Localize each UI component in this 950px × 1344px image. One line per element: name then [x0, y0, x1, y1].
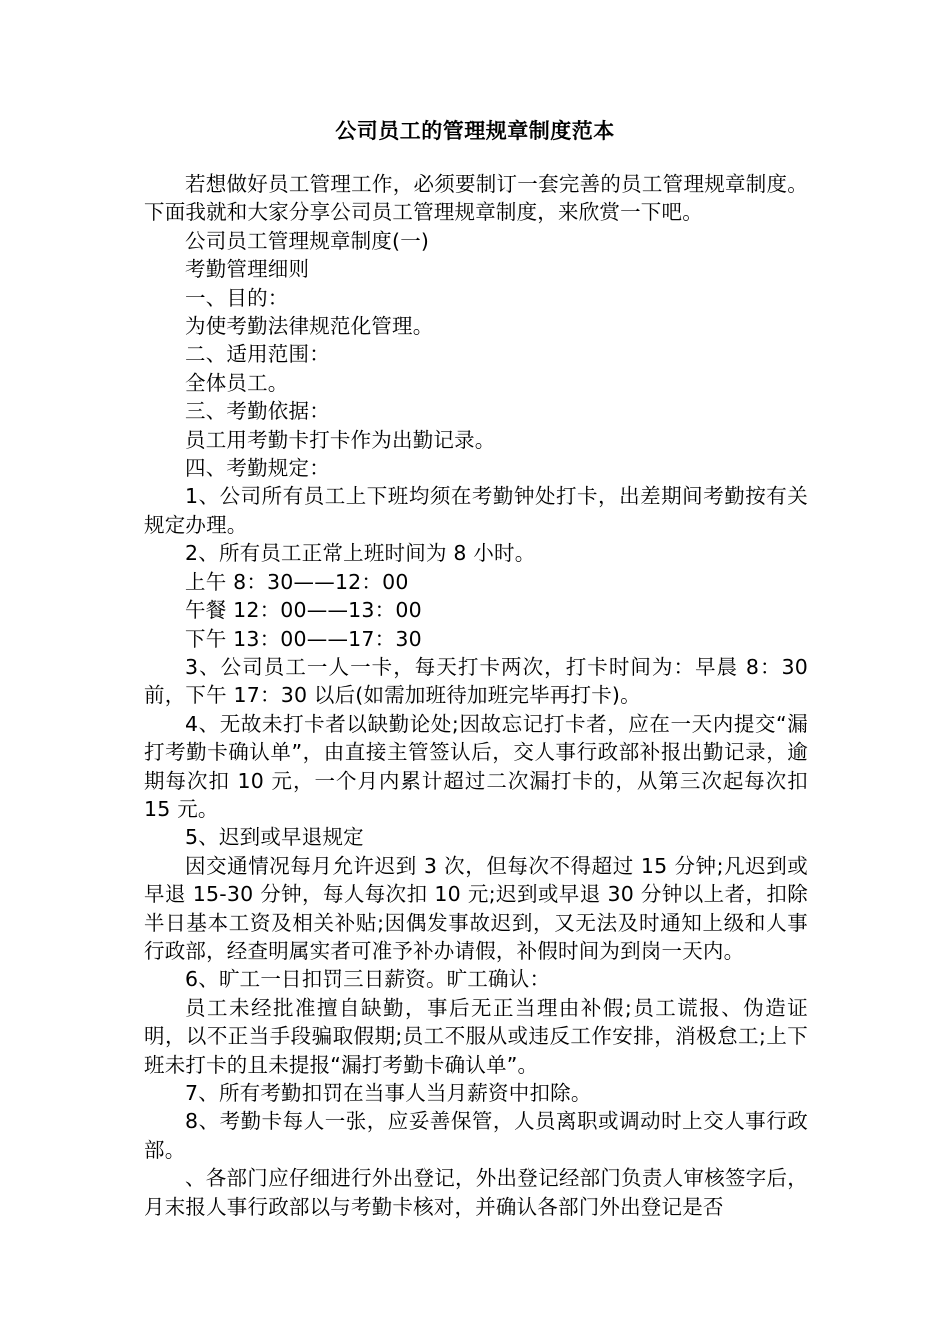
paragraph-rule-8: 8、考勤卡每人一张，应妥善保管，人员离职或调动时上交人事行政部。	[144, 1109, 808, 1162]
paragraph-lunch: 午餐 12：00——13：00	[185, 598, 422, 623]
paragraph-intro: 若想做好员工管理工作，必须要制订一套完善的员工管理规章制度。下面我就和大家分享公司员工管理规章制度，来欣赏一下吧。	[144, 172, 808, 225]
paragraph-heading-scope: 二、适用范围：	[185, 342, 330, 367]
paragraph-purpose: 为使考勤法律规范化管理。	[185, 314, 434, 339]
paragraph-rule-3: 3、公司员工一人一卡，每天打卡两次，打卡时间为：早晨 8：30前，下午 17：30 以后(如需加班待加班完毕再打卡)。	[144, 654, 808, 708]
paragraph-rule-6-detail: 员工未经批准擅自缺勤，事后无正当理由补假;员工谎报、伪造证明，以不正当手段骗取假期;员工不服从或违反工作安排，消极怠工;上下班未打卡的且未提报“漏打考勤卡确认单”。	[144, 995, 808, 1077]
paragraph-rule-2: 2、所有员工正常上班时间为 8 小时。	[185, 541, 536, 566]
document-title: 公司员工的管理规章制度范本	[335, 119, 615, 143]
paragraph-heading-rules: 四、考勤规定：	[185, 456, 330, 481]
paragraph-rule-9: 、各部门应仔细进行外出登记，外出登记经部门负责人审核签字后，月末报人事行政部以与考勤卡核对，并确认各部门外出登记是否	[144, 1166, 808, 1219]
paragraph-morning: 上午 8：30——12：00	[185, 569, 409, 594]
paragraph-subtitle: 考勤管理细则	[185, 257, 310, 282]
paragraph-rule-1: 1、公司所有员工上下班均须在考勤钟处打卡，出差期间考勤按有关规定办理。	[144, 484, 808, 537]
paragraph-rule-5: 5、迟到或早退规定	[185, 825, 364, 850]
paragraph-rule-7: 7、所有考勤扣罚在当事人当月薪资中扣除。	[185, 1081, 592, 1105]
document-body	[144, 170, 808, 1221]
paragraph-rule-5-detail: 因交通情况每月允许迟到 3 次，但每次不得超过 15 分钟;凡迟到或早退 15-30 分钟，每人每次扣 10 元;迟到或早退 30 分钟以上者，扣除半日基本工资及相关补贴;因偶发事故迟到，又无法及时通知上级和人事行政部，经查明属实者可准予补办请假，补假时间为到岗一天内。	[144, 853, 808, 963]
paragraph-afternoon: 下午 13：00——17：30	[185, 626, 422, 651]
paragraph-rule-6: 6、旷工一日扣罚三日薪资。旷工确认：	[185, 967, 551, 992]
paragraph-heading-purpose: 一、目的：	[185, 285, 289, 310]
paragraph-heading-basis: 三、考勤依据：	[185, 399, 330, 424]
paragraph-rule-4: 4、无故未打卡者以缺勤论处;因故忘记打卡者，应在一天内提交“漏打考勤卡确认单”，由直接主管签认后，交人事行政部补报出勤记录，逾期每次扣 10 元，一个月内累计超过二次漏打卡的，从第三次起每次扣 15 元。	[144, 711, 808, 821]
paragraph-scope: 全体员工。	[185, 370, 289, 395]
paragraph-basis: 员工用考勤卡打卡作为出勤记录。	[185, 427, 496, 452]
paragraph-section-title: 公司员工管理规章制度(一)	[185, 228, 430, 253]
